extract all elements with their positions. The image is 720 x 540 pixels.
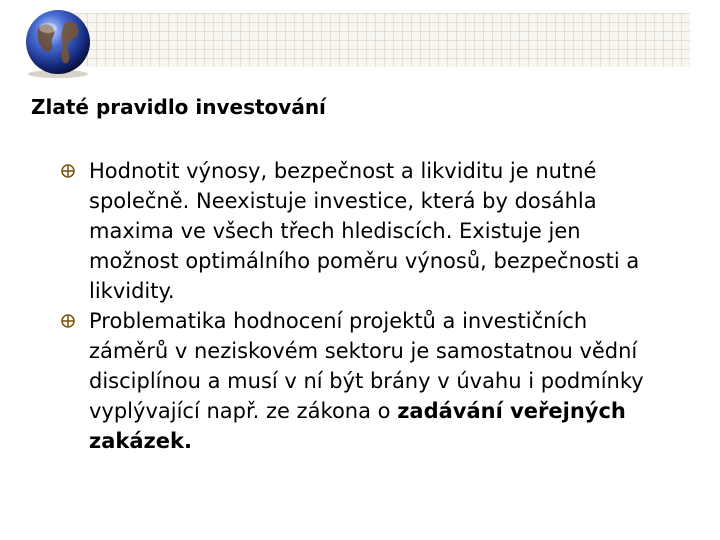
globe-icon — [14, 4, 102, 80]
bullet-item-1 — [58, 156, 668, 306]
slide-title: Zlaté pravidlo investování — [31, 95, 326, 119]
crosshair-bullet-icon — [61, 164, 75, 178]
bullet-list — [58, 156, 668, 456]
bullet-emphasis: zadávání veřejných zakázek. — [89, 399, 626, 453]
crosshair-bullet-icon — [61, 314, 75, 328]
bullet-text: Problematika hodnocení projektů a investičních záměrů v neziskovém sektoru je samostatnou vědní disciplínou a musí v ní být brány v úvahu i podmínky vyplývající např. ze zákona o — [89, 309, 644, 423]
bullet-text: Hodnotit výnosy, bezpečnost a likviditu je nutné společně. Neexistuje investice, která by dosáhla maxima ve všech třech hlediscích. Existuje jen možnost optimálního poměru výnosů, bezpečnosti a likvidity. — [89, 159, 640, 303]
header-banner — [60, 13, 690, 67]
bullet-item-2 — [58, 306, 668, 456]
